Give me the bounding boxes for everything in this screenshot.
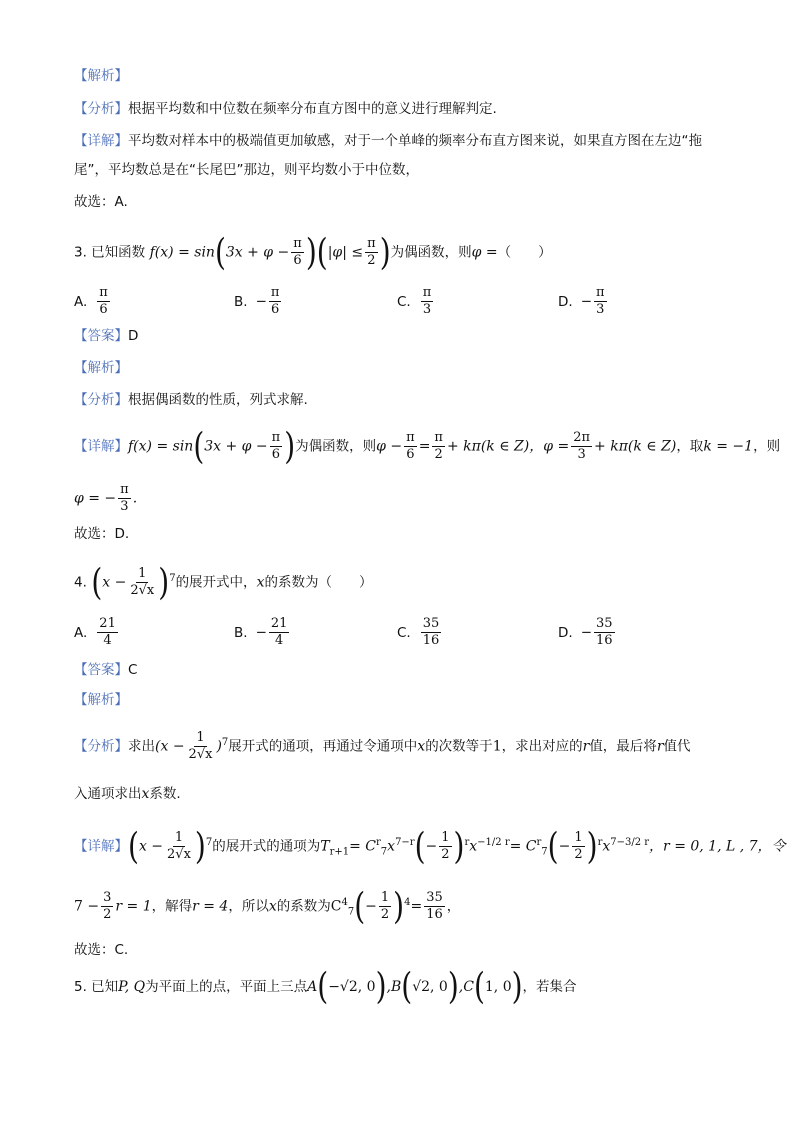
- q3-stem: [74, 230, 724, 274]
- fx-power: 7: [221, 737, 229, 748]
- xj-frac2: [404, 430, 417, 463]
- q4-frac: [128, 566, 156, 599]
- q4-jiexi-line: [74, 690, 724, 710]
- xiangjie-tag: 【详解】: [74, 438, 128, 455]
- frac-den: 3: [120, 499, 129, 514]
- frac-num: 21: [99, 616, 116, 631]
- option-label: A.: [74, 624, 88, 641]
- option-frac: [269, 285, 282, 318]
- option-label: C.: [397, 624, 411, 641]
- left-paren-icon: (: [193, 424, 205, 468]
- left-paren-icon: (: [547, 824, 559, 868]
- frac-num: π: [293, 236, 302, 251]
- fx-line2-x: x: [141, 786, 150, 802]
- xj2-e: ，所以: [228, 898, 269, 915]
- option-label: D.: [558, 293, 573, 310]
- xj-take: ，取: [676, 438, 704, 455]
- xj2-c: ，解得: [151, 898, 193, 915]
- frac-den: 2: [367, 253, 376, 268]
- q2-answer-line: [74, 192, 724, 212]
- fenxi-tag: 【分析】: [74, 738, 128, 755]
- jiexi-tag: 【解析】: [74, 68, 128, 84]
- option-frac: [269, 616, 290, 649]
- fx-line2b: 系数.: [149, 786, 181, 802]
- q2-xiangjie-line1: [74, 131, 724, 151]
- xj-half2: [572, 830, 584, 863]
- q4-answer-value: C: [128, 662, 138, 678]
- frac-den: 2: [441, 847, 450, 863]
- q4-answer-line: [74, 660, 724, 680]
- frac-num: 35: [422, 616, 440, 631]
- q3-xiangjie-line2: [74, 482, 724, 515]
- option-label: B.: [234, 293, 248, 310]
- frac-den: 6: [271, 302, 280, 317]
- fx-r: r: [582, 738, 590, 755]
- xj-func: f(x) = sin: [128, 438, 194, 455]
- xj-inner: 3x + φ −: [204, 438, 268, 455]
- xj-mid1: 为偶函数，则: [295, 438, 377, 455]
- xj2-pow: 4: [404, 897, 411, 908]
- q4-option-d[interactable]: [558, 616, 617, 649]
- option-label: B.: [234, 624, 248, 641]
- q2-fenxi-line: [74, 99, 724, 119]
- fx-frac: [187, 730, 215, 763]
- right-paren-icon: ): [393, 884, 405, 928]
- q5-A-val: −√2, 0: [328, 979, 376, 995]
- frac-num: 2π: [573, 430, 591, 445]
- frac-num: π: [120, 482, 129, 497]
- xj-x-final: x: [602, 838, 611, 855]
- frac-den: 6: [99, 302, 108, 317]
- frac-num: π: [271, 430, 281, 445]
- fenxi-tag: 【分析】: [74, 101, 128, 117]
- frac-num: π: [596, 285, 605, 300]
- q3-option-c[interactable]: [397, 285, 435, 318]
- frac-num: 35: [596, 616, 613, 631]
- frac-num: π: [434, 430, 443, 445]
- xj-x-half-sup: −1/2 r: [477, 837, 510, 848]
- option-sign: −: [255, 293, 267, 310]
- frac-den: 2: [103, 907, 112, 923]
- q5-stem-c: ，若集合: [522, 979, 577, 995]
- q4-stem-x: x: [256, 574, 265, 591]
- option-label: C.: [397, 293, 411, 310]
- q3-stem-frac: [291, 236, 304, 269]
- right-paren-icon: ): [586, 824, 598, 868]
- q3-stem-phi: φ =: [471, 244, 498, 261]
- fx-one: 1: [492, 738, 502, 755]
- jiexi-tag: 【解析】: [74, 692, 128, 708]
- left-paren-icon: (: [316, 230, 328, 274]
- right-paren-icon: ): [194, 824, 206, 868]
- option-sign: −: [580, 293, 592, 310]
- frac-num: π: [367, 236, 376, 251]
- xj-frac: [165, 830, 193, 863]
- xj-eq2: = C: [509, 838, 537, 855]
- q5-stem-b: 为平面上的点，平面上三点: [145, 979, 308, 995]
- frac-num: 1: [196, 730, 205, 746]
- right-paren-icon: ): [284, 424, 296, 468]
- q2-fenxi-text: 根据平均数和中位数在频率分布直方图中的意义进行理解判定.: [128, 101, 497, 117]
- q3-option-d[interactable]: [558, 285, 609, 318]
- xj-C2-sup: r: [536, 837, 542, 848]
- q4-fenxi-line2: [74, 784, 724, 804]
- xj-frac4: [571, 430, 592, 463]
- xj-x-half: x: [469, 838, 478, 855]
- fx-text2: 展开式的通项，再通过令通项中: [228, 738, 418, 755]
- q3-answer-value: D: [128, 328, 139, 344]
- frac-num: 1: [441, 830, 450, 846]
- q3-option-a[interactable]: [74, 285, 112, 318]
- xj2-half: [379, 890, 391, 923]
- fx-x-minus: x −: [160, 738, 185, 755]
- xj-C-sup: r: [376, 837, 381, 848]
- xj2-end: ，: [446, 898, 461, 915]
- left-paren-icon: (: [414, 824, 426, 868]
- q3-fenxi-line: [74, 390, 724, 410]
- frac-den: 2: [434, 447, 443, 462]
- frac-den: 2: [380, 907, 390, 923]
- q5-C: C: [463, 979, 474, 995]
- frac-den: 16: [426, 907, 443, 923]
- q3-stem-func: f(x) = sin: [149, 244, 215, 261]
- q3-jiexi-line: [74, 358, 724, 378]
- xj2-f: 的系数为: [276, 898, 331, 915]
- fx-paren-close: ): [216, 738, 222, 755]
- option-frac: [97, 616, 118, 649]
- option-frac: [594, 285, 607, 318]
- xj2-result: [424, 890, 445, 923]
- q4-option-b[interactable]: [234, 616, 291, 649]
- frac-den: 4: [103, 633, 112, 648]
- fx-text6: 值代: [663, 738, 691, 755]
- frac-num: π: [422, 285, 432, 300]
- xj-T: T: [320, 838, 330, 855]
- q3-fenxi-text: 根据偶函数的性质，列式求解.: [128, 392, 308, 408]
- fenxi-tag: 【分析】: [74, 392, 128, 408]
- xj2-a: 7 −: [74, 898, 100, 915]
- xj-half: [439, 830, 451, 863]
- frac-den: 16: [596, 633, 613, 648]
- xj2-x: x: [268, 898, 277, 915]
- fx-text5: 值，最后将: [589, 738, 657, 755]
- frac-num: 21: [270, 616, 288, 631]
- q2-jiexi-line: [74, 66, 724, 86]
- q4-answer-final: [74, 940, 724, 960]
- fx-text1: 求出: [128, 738, 155, 755]
- xj-phi-eq: φ =: [543, 438, 570, 455]
- daan-tag: 【答案】: [74, 662, 128, 678]
- q3-stem-frac2: [365, 236, 378, 269]
- frac-den: 6: [293, 253, 302, 268]
- q2-answer-text: 故选：A.: [74, 194, 128, 210]
- q4-stem-text1: 的展开式中，: [175, 574, 257, 591]
- xj-x-minus: x −: [138, 838, 164, 855]
- xj2-eq: =: [410, 898, 423, 915]
- xiangjie-tag: 【详解】: [74, 838, 128, 855]
- fx-text4: ，求出对应的: [501, 738, 583, 755]
- option-sign: −: [580, 624, 592, 641]
- q3-stem-inner: 3x + φ −: [225, 244, 290, 261]
- frac-den: 6: [271, 447, 281, 462]
- frac-num: 1: [138, 566, 147, 582]
- xj2-frac: [101, 890, 113, 923]
- fx-x: x: [417, 738, 426, 755]
- frac-den: 3: [422, 302, 432, 317]
- xj-minus2: −: [558, 838, 571, 855]
- xj-result: φ = −: [74, 490, 117, 507]
- xj-r-sup: r: [464, 837, 470, 848]
- xj-k: k = −1: [703, 438, 754, 455]
- q2-xiangjie-line2: [74, 160, 724, 180]
- q2-xiangjie-text2: 尾”，平均数总是在“长尾巴”那边，则平均数小于中位数，: [74, 162, 419, 178]
- option-label: A.: [74, 293, 88, 310]
- xj-minus: −: [425, 838, 438, 855]
- xj-range: ，r = 0, 1, L , 7，令: [649, 838, 786, 855]
- frac-num: 1: [574, 830, 583, 846]
- jiexi-tag: 【解析】: [74, 360, 128, 376]
- option-sign: −: [255, 624, 267, 641]
- daan-tag: 【答案】: [74, 328, 128, 344]
- frac-num: π: [99, 285, 108, 300]
- q3-stem-prefix: 3. 已知函数: [74, 244, 146, 261]
- option-frac: [594, 616, 615, 649]
- q2-xiangjie-text1: 平均数对样本中的极端值更加敏感，对于一个单峰的频率分布直方图来说，如果直方图在左边“拖: [128, 133, 702, 149]
- q3-answer-final: [74, 524, 724, 544]
- q5-PQ: P, Q: [118, 979, 146, 995]
- xj-frac1: [270, 430, 283, 463]
- xj-power: 7: [205, 837, 213, 848]
- left-paren-icon: (: [214, 230, 226, 274]
- xiangjie-tag: 【详解】: [74, 133, 128, 149]
- right-paren-icon: ): [379, 230, 391, 274]
- xj-result-frac: [118, 482, 131, 515]
- frac-num: 1: [380, 890, 390, 906]
- xj2-minus: −: [365, 898, 377, 915]
- left-paren-icon: (: [401, 964, 413, 1008]
- q5-B-val: √2, 0: [412, 979, 448, 995]
- option-frac: [421, 285, 434, 318]
- q4-xiangjie-line2: [74, 886, 724, 929]
- frac-den: 3: [596, 302, 605, 317]
- q5-C-val: 1, 0: [484, 979, 512, 995]
- xj-T-sub: r+1: [329, 846, 350, 858]
- xj2-d: r = 4: [192, 898, 229, 915]
- right-paren-icon: ): [305, 230, 317, 274]
- right-paren-icon: ): [447, 964, 459, 1008]
- frac-den: 2√x: [188, 747, 213, 763]
- xj-x7r: x: [387, 838, 396, 855]
- q4-stem: [74, 560, 724, 604]
- xj-x7r-sup: 7−r: [395, 837, 415, 848]
- right-paren-icon: ): [511, 964, 523, 1008]
- frac-den: 2√x: [167, 847, 191, 863]
- option-frac: [421, 616, 442, 649]
- xj-plus-k: + kπ(k ∈ Z)，: [446, 438, 544, 455]
- q5-B: B: [390, 979, 402, 995]
- q5-stem-a: 5. 已知: [74, 979, 119, 995]
- xj-frac3: [432, 430, 445, 463]
- q4-x-minus: x −: [102, 574, 127, 591]
- q5-A: A: [307, 979, 318, 995]
- left-paren-icon: (: [91, 560, 103, 604]
- xj-x-exp: 7−3/2 r: [610, 837, 650, 848]
- xj-then: ，则: [753, 438, 781, 455]
- q4-fenxi-line1: [74, 728, 724, 763]
- left-paren-icon: (: [128, 824, 139, 868]
- fx-line2a: 入通项求出: [74, 786, 142, 802]
- xj-phi-minus: φ −: [376, 438, 403, 455]
- q3-answer-text: 故选：D.: [74, 526, 130, 542]
- q4-stem-text2: 的系数为（ ）: [264, 574, 373, 591]
- q3-stem-blank: （ ）: [497, 244, 552, 261]
- q3-xiangjie-line1: [74, 424, 781, 468]
- q5-stem: 5. 已知P, Q为平面上的点，平面上三点A(−√2, 0),B(√2, 0),C(1, 0)，若集合: [74, 964, 577, 1008]
- xj2-b: r = 1: [115, 898, 152, 915]
- fx-r2: r: [656, 738, 664, 755]
- q3-stem-abs: |φ| ≤: [327, 244, 364, 261]
- q3-option-b[interactable]: [234, 285, 283, 318]
- xj2-C-sup: 4: [341, 897, 348, 908]
- xj-eq: =: [418, 438, 431, 455]
- xj-C-sub: 7: [380, 846, 388, 858]
- q4-power: 7: [169, 573, 176, 584]
- xj2-C-sub: 7: [347, 906, 355, 918]
- frac-den: 2: [574, 847, 583, 863]
- frac-num: 1: [174, 830, 184, 846]
- left-paren-icon: (: [473, 964, 485, 1008]
- frac-num: π: [406, 430, 415, 445]
- q4-xiangjie-line1: [74, 824, 786, 869]
- q4-number: 4.: [74, 574, 87, 591]
- right-paren-icon: ): [453, 824, 465, 868]
- frac-num: π: [270, 285, 280, 300]
- frac-num: 35: [426, 890, 443, 906]
- frac-num: 3: [103, 890, 112, 906]
- xj-plus-k2: + kπ(k ∈ Z): [594, 438, 677, 455]
- option-label: D.: [558, 624, 573, 641]
- xj-eq1: = C: [349, 838, 376, 855]
- q4-option-c[interactable]: [397, 616, 443, 649]
- fx-text3: 的次数等于: [425, 738, 493, 755]
- frac-den: 4: [275, 633, 284, 648]
- frac-den: 16: [422, 633, 440, 648]
- fx-paren-open: (: [155, 738, 161, 755]
- xj-text1: 的展开式的通项为: [212, 838, 321, 855]
- left-paren-icon: (: [354, 884, 366, 928]
- xj-r-sup2: r: [597, 837, 603, 848]
- q4-option-a[interactable]: [74, 616, 120, 649]
- xj-dot: .: [132, 490, 138, 507]
- frac-den: 6: [406, 447, 415, 462]
- frac-den: 3: [577, 447, 586, 462]
- option-frac: [97, 285, 110, 318]
- left-paren-icon: (: [317, 964, 329, 1008]
- q3-answer-line: [74, 326, 724, 346]
- q3-stem-suffix: 为偶函数，则: [390, 244, 472, 261]
- right-paren-icon: ): [158, 560, 170, 604]
- xj-C2-sub: 7: [541, 846, 548, 858]
- xj2-C: C: [330, 898, 342, 915]
- frac-den: 2√x: [130, 583, 155, 599]
- q4-answer-text: 故选：C.: [74, 942, 129, 958]
- right-paren-icon: ): [375, 964, 387, 1008]
